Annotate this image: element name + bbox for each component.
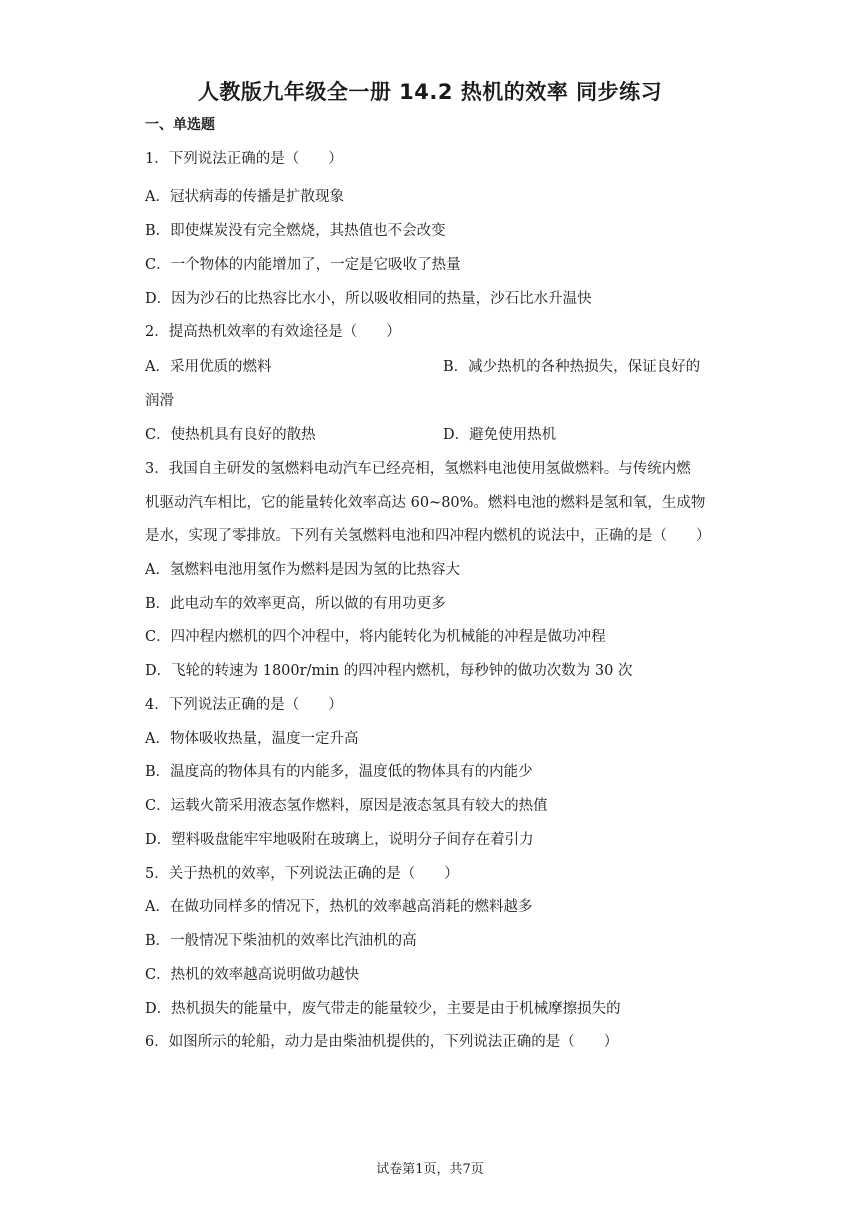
section-heading: 一、单选题 (145, 117, 215, 133)
question-5-option-c: C．热机的效率越高说明做功越快 (145, 967, 360, 983)
question-3-stem-line-2: 机驱动汽车相比，它的能量转化效率高达 60~80%。燃料电池的燃料是氢和氧，生成物 (145, 495, 706, 511)
question-5-stem: 5．关于热机的效率，下列说法正确的是（ ） (145, 866, 459, 882)
question-4-stem: 4．下列说法正确的是（ ） (145, 697, 343, 713)
page-title: 人教版九年级全一册 14.2 热机的效率 同步练习 (197, 80, 663, 104)
question-3-option-d: D．飞轮的转速为 1800r/min 的四冲程内燃机，每秒钟的做功次数为 30 次 (145, 663, 633, 679)
question-1-option-b: B．即使煤炭没有完全燃烧，其热值也不会改变 (145, 223, 446, 239)
question-5-option-b: B．一般情况下柴油机的效率比汽油机的高 (145, 933, 417, 949)
question-2-option-b: B．减少热机的各种热损失，保证良好的 (443, 359, 701, 375)
question-5-option-d: D．热机损失的能量中，废气带走的能量较少，主要是由于机械摩擦损失的 (145, 1001, 621, 1017)
question-1-option-d: D．因为沙石的比热容比水小，所以吸收相同的热量，沙石比水升温快 (145, 291, 592, 307)
question-3-stem-line-1: 3．我国自主研发的氢燃料电动汽车已经亮相，氢燃料电池使用氢做燃料。与传统内燃 (145, 461, 691, 477)
question-2-option-d: D．避免使用热机 (443, 427, 557, 443)
question-3-option-a: A．氢燃料电池用氢作为燃料是因为氢的比热容大 (145, 562, 460, 578)
question-4-option-d: D．塑料吸盘能牢牢地吸附在玻璃上，说明分子间存在着引力 (145, 832, 534, 848)
question-3-option-b: B．此电动车的效率更高，所以做的有用功更多 (145, 596, 446, 612)
question-1-stem: 1．下列说法正确的是（ ） (145, 151, 343, 167)
page-footer: 试卷第1页，共7页 (376, 1162, 484, 1177)
question-2-option-b-continued: 润滑 (145, 393, 174, 409)
question-3-option-c: C．四冲程内燃机的四个冲程中，将内能转化为机械能的冲程是做功冲程 (145, 629, 606, 645)
question-4-option-b: B．温度高的物体具有的内能多，温度低的物体具有的内能少 (145, 764, 533, 780)
question-5-option-a: A．在做功同样多的情况下，热机的效率越高消耗的燃料越多 (145, 899, 533, 915)
question-1-option-a: A．冠状病毒的传播是扩散现象 (145, 189, 344, 205)
question-6-stem: 6．如图所示的轮船，动力是由柴油机提供的，下列说法正确的是（ ） (145, 1034, 619, 1050)
question-2-option-c: C．使热机具有良好的散热 (145, 427, 316, 443)
question-2-stem: 2．提高热机效率的有效途径是（ ） (145, 324, 401, 340)
question-1-option-c: C．一个物体的内能增加了，一定是它吸收了热量 (145, 257, 461, 273)
question-3-stem-line-3: 是水，实现了零排放。下列有关氢燃料电池和四冲程内燃机的说法中，正确的是（ ） (145, 528, 711, 544)
question-2-option-a: A．采用优质的燃料 (145, 359, 272, 375)
question-4-option-a: A．物体吸收热量，温度一定升高 (145, 731, 359, 747)
question-4-option-c: C．运载火箭采用液态氢作燃料，原因是液态氢具有较大的热值 (145, 798, 548, 814)
